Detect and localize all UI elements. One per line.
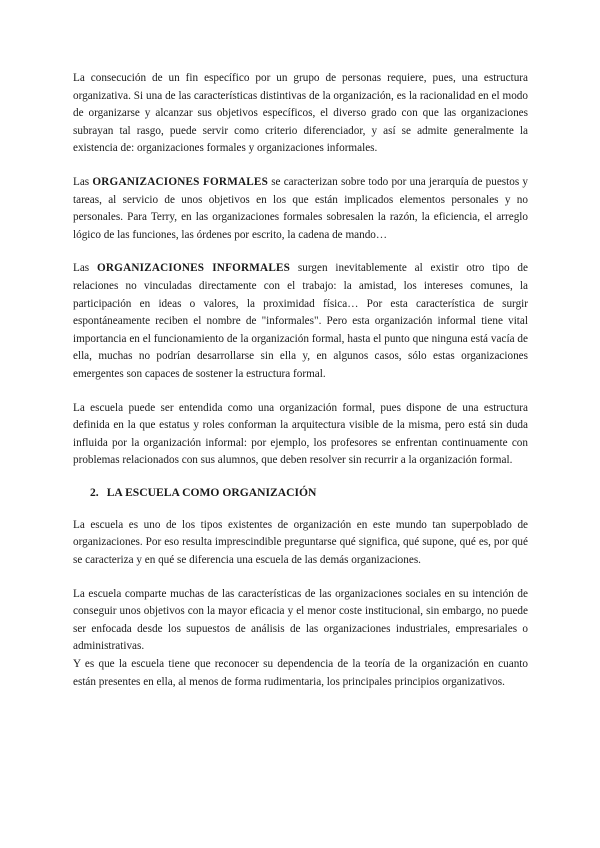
section-number: 2. (90, 485, 99, 499)
paragraph-formales (73, 174, 528, 244)
paragraph-escuela-tipo: La escuela es uno de los tipos existentes de organización en este mundo tan superpoblado de organizaciones. Por eso resulta imprescindible preguntarse qué significa, qué supone, qué es, por qué se caracteriza y en qué se diferencia una escuela de las demás organizaciones. (73, 518, 528, 567)
paragraph-informales (73, 260, 528, 383)
term-organizaciones-formales: ORGANIZACIONES FORMALES (92, 175, 268, 188)
paragraph-escuela-comparte: La escuela comparte muchas de las características de las organizaciones sociales en su intención de conseguir unos objetivos con la mayor eficacia y el menor coste institucional, sin embargo, no puede ser enfocada desde los supuestos de análisis de las organizaciones industriales, empresariales o administrativas. (73, 587, 528, 653)
paragraph-formales-body: se caracterizan sobre todo por una jerarquía de puestos y tareas, al servicio de unos objetivos en los que están implicados elementos personales y no personales. Para Terry, en las organizaciones formales sobresalen la razón, la eficiencia, el arreglo lógico de las funciones, las órdenes por escrito, la cadena de mando… (73, 175, 528, 241)
paragraph-escuela-dependencia: Y es que la escuela tiene que reconocer su dependencia de la teoría de la organización en cuanto están presentes en ella, al menos de forma rudimentaria, los principales principios organizativos. (73, 658, 528, 688)
paragraph-intro: La consecución de un fin específico por un grupo de personas requiere, pues, una estructura organizativa. Si una de las características distintivas de la organización, es la racionalidad en el modo de organizarse y alcanzar sus objetivos específicos, el diverso grado con que las organizaciones subrayan tal rasgo, puede servir como criterio diferenciador, y así se admite generalmente la existencia de: organizaciones formales y organizaciones informales. (73, 72, 528, 155)
paragraph-informales-lead: Las (73, 262, 97, 275)
paragraph-formales-lead: Las (73, 175, 93, 188)
section-heading (90, 486, 528, 499)
paragraph-informales-body: surgen inevitablemente al existir otro tipo de relaciones no vinculadas directamente con el trabajo: la amistad, los intereses comunes, la participación en ideas o valores, la proximidad física… Por esta característica de surgir espontáneamente reciben el nombre de "informales". Pero esta organización informal tiene vital importancia en el funcionamiento de la organización formal, hasta el punto que ninguna está vacía de ella, muchas no podrían desarrollarse sin ella y, en algunos casos, sólo estas organizaciones emergentes son capaces de sostener la estructura formal. (73, 262, 528, 380)
paragraph-escuela-formal: La escuela puede ser entendida como una organización formal, pues dispone de una estructura definida en la que estatus y roles conforman la arquitectura visible de la misma, pero está sin duda influida por la organización informal: por ejemplo, los profesores se enfrentan continuamente con problemas relacionados con sus alumnos, que deben resolver sin recurrir a la organización formal. (73, 401, 528, 467)
term-organizaciones-informales: ORGANIZACIONES INFORMALES (96, 262, 291, 275)
section-title: LA ESCUELA COMO ORGANIZACIÓN (106, 485, 317, 499)
